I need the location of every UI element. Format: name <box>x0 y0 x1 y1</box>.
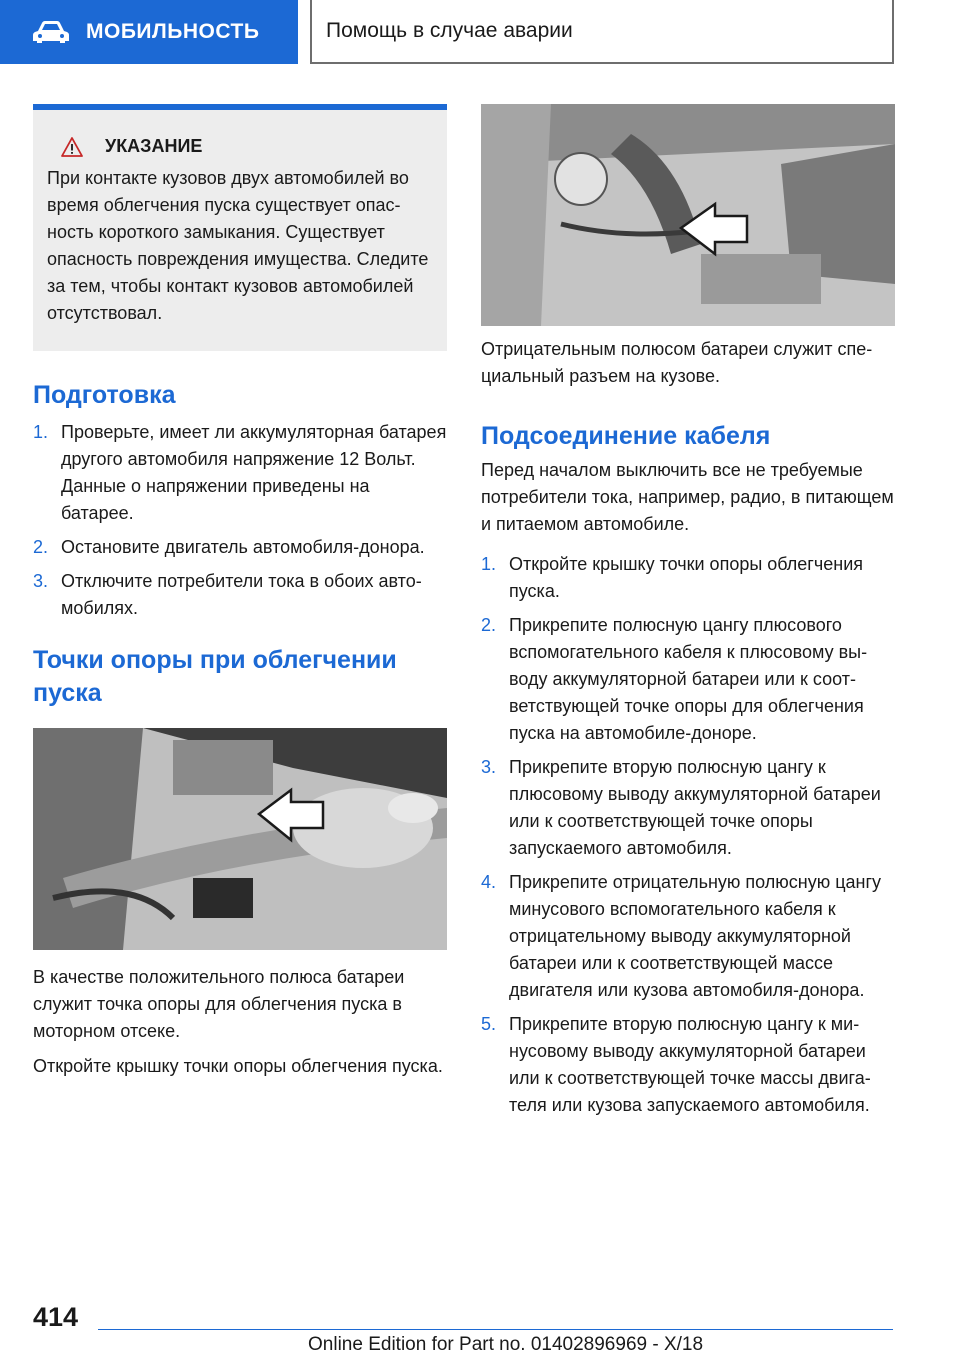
list-item: 4. Прикрепите отрицательную полюсную цангу минусового вспомогательного кабеля к отрицательному выводу аккумуляторной батареи или к соответствующей массе двигателя или кузова автомобиля-донора. <box>481 872 882 1000</box>
caption-open-cover: Откройте крышку точки опоры облегчения пуска. <box>33 1056 443 1076</box>
warning-triangle-icon <box>61 137 83 157</box>
edition-note: Online Edition for Part no. 01402896969 - X/18 <box>308 1334 704 1355</box>
caption-positive: В качестве положительного полюса батареи служит точка опоры для облегчения пуска в моторном отсеке. <box>33 967 405 1041</box>
section-tab[interactable] <box>0 0 298 64</box>
chapter-header <box>310 0 894 64</box>
list-item: 2. Остановите двигатель автомобиля-донора. <box>33 537 425 557</box>
right-column <box>481 104 895 1119</box>
cable-intro: Перед началом выключить все не требуемые потребители тока, например, радио, в питающем и питаемом автомобиле. <box>481 460 894 534</box>
ground-point-photo <box>481 104 895 326</box>
left-column <box>33 104 447 1080</box>
page-number: 414 <box>33 1302 79 1332</box>
footer-divider <box>98 1329 893 1330</box>
points-heading: Точки опоры при облегчении пуска <box>33 646 397 707</box>
prep-steps <box>33 419 447 622</box>
cable-heading: Подсоединение кабеля <box>481 422 771 450</box>
list-item: 1. Проверьте, имеет ли аккумуляторная батарея другого автомобиля напряжение 12 Вольт. Данные о напряжении приведены на батарее. <box>33 422 447 523</box>
prep-heading: Подготовка <box>33 381 176 409</box>
warning-title: УКАЗАНИЕ <box>105 136 203 156</box>
caption-negative: Отрицательным полюсом батареи служит специальный разъем на кузове. <box>481 339 873 386</box>
chapter-title: Помощь в случае аварии <box>326 19 573 42</box>
cable-steps <box>481 551 895 1119</box>
list-item: 5. Прикрепите вторую полюсную цангу к минусовому выводу аккумуляторной батареи или к соответствующей точке массы двигателя или кузова запускаемого автомобиля. <box>481 1014 871 1115</box>
section-title: МОБИЛЬНОСТЬ <box>86 20 260 43</box>
list-item: 3. Отключите потребители тока в обоих автомобилях. <box>33 571 422 618</box>
car-icon <box>32 20 70 44</box>
warning-heading <box>61 136 433 157</box>
engine-bay-photo <box>33 728 447 950</box>
list-item: 1. Откройте крышку точки опоры облегчения пуска. <box>481 554 863 601</box>
warning-box <box>33 104 447 351</box>
list-item: 3. Прикрепите вторую полюсную цангу к плюсовому выводу аккумуляторной батареи или к соответствующей точке опоры запускаемого автомобиля. <box>481 757 881 858</box>
warning-text: При контакте кузовов двух автомобилей во время облегчения пуска существует опасность короткого замыкания. Существует опасность повреждения имущества. Следите за тем, чтобы контакт кузовов автомобилей отсутствовал. <box>47 168 429 323</box>
list-item: 2. Прикрепите полюсную цангу плюсового вспомогательного кабеля к плюсовому выводу аккумуляторной батареи или к соответствующей точке опоры для облегчения пуска на автомобиле-доноре. <box>481 615 868 743</box>
